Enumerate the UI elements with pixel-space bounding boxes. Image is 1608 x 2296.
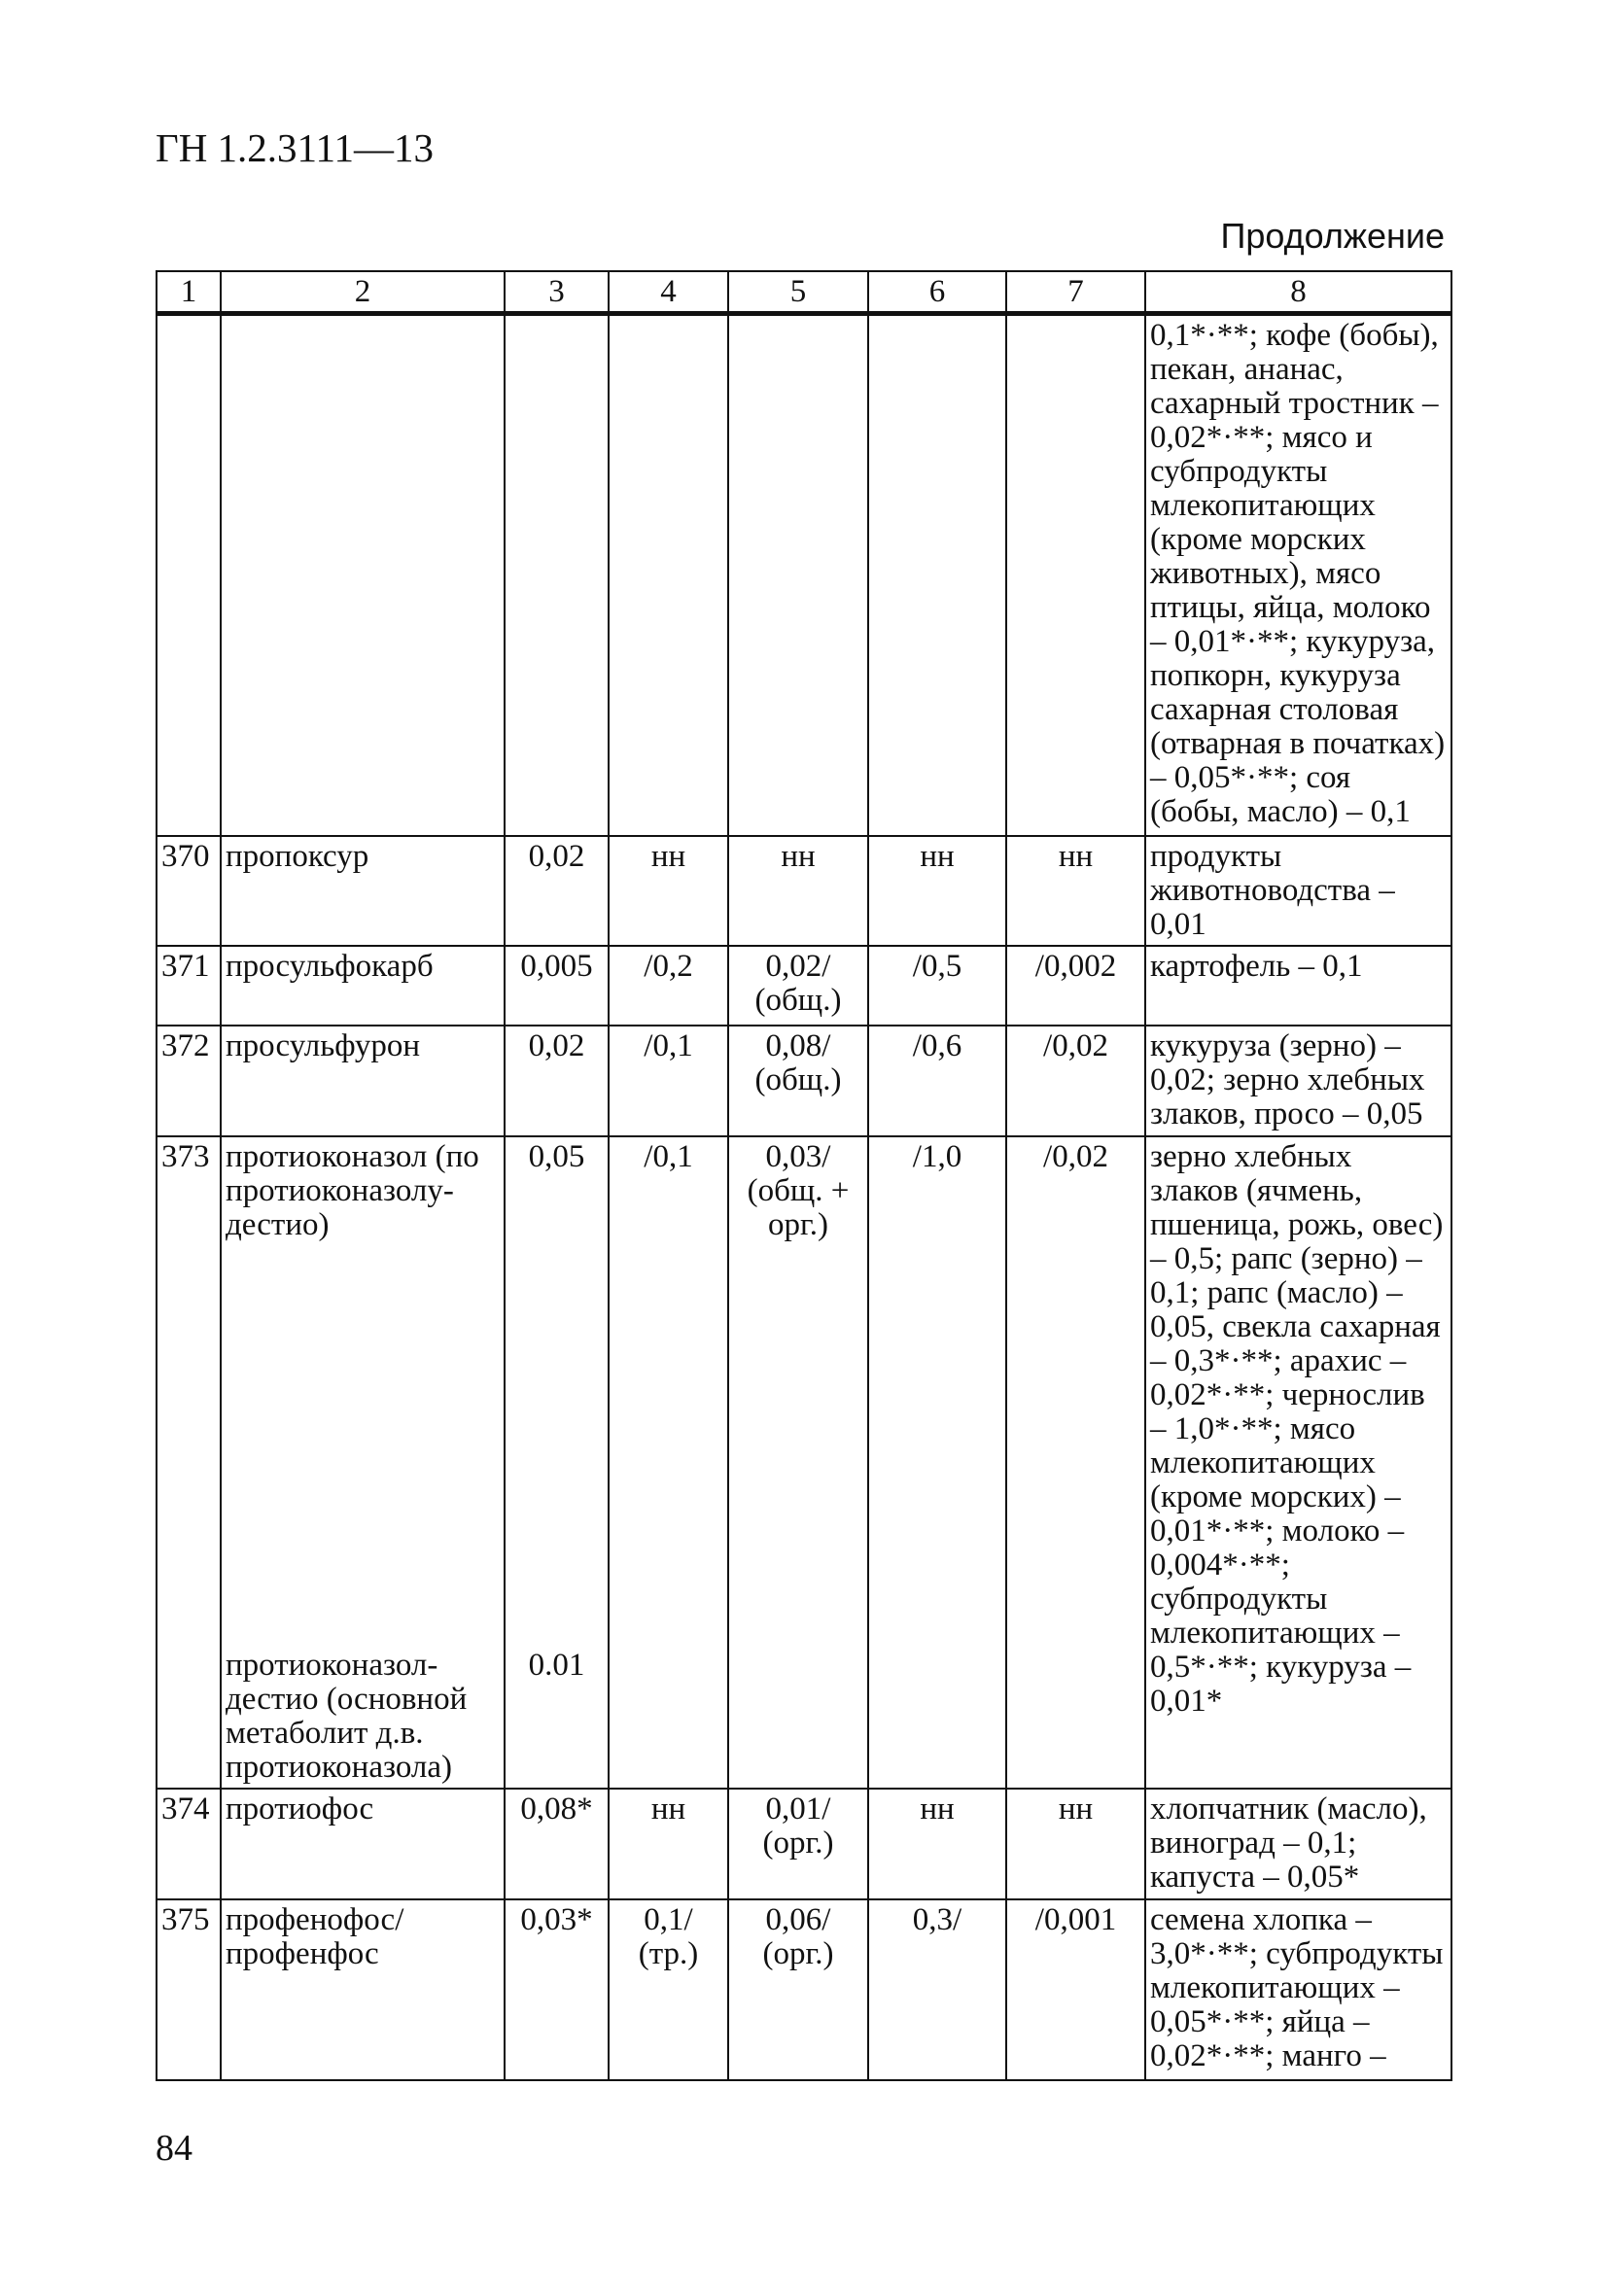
row-number: 373 xyxy=(157,1136,221,1789)
value-cell: нн xyxy=(868,836,1006,946)
col-header-6: 6 xyxy=(868,271,1006,314)
value-cell: нн xyxy=(728,836,868,946)
value-cell: /0,2 xyxy=(609,946,728,1026)
document-code: ГН 1.2.3111—13 xyxy=(156,125,435,170)
table-row xyxy=(157,1136,1451,1789)
row-number: 372 xyxy=(157,1026,221,1136)
value-cell: 0,01/ (орг.) xyxy=(728,1789,868,1899)
table-row xyxy=(157,1026,1451,1136)
value-cell: 0,08/ (общ.) xyxy=(728,1026,868,1136)
value-cell: 0,005 xyxy=(505,946,609,1026)
value-cell: /0,6 xyxy=(868,1026,1006,1136)
value-cell: /0,001 xyxy=(1006,1899,1145,2080)
table-row xyxy=(157,1899,1451,2080)
row-number: 374 xyxy=(157,1789,221,1899)
value-cell: /0,5 xyxy=(868,946,1006,1026)
table-row xyxy=(157,1789,1451,1899)
col-header-2: 2 xyxy=(221,271,505,314)
table-row xyxy=(157,836,1451,946)
residue-limits-cell: картофель – 0,1 xyxy=(1145,946,1451,1026)
value-cell: /0,1 xyxy=(609,1136,728,1789)
value-cell: 0,02 xyxy=(505,836,609,946)
row-number: 375 xyxy=(157,1899,221,2080)
value-cell: нн xyxy=(1006,1789,1145,1899)
col-header-5: 5 xyxy=(728,271,868,314)
residue-limits-cell: зерно хлебных злаков (ячмень, пшеница, рожь, овес) – 0,5; рапс (зерно) – 0,1; рапс (масло) – 0,05, свекла сахарная – 0,3*·**; арахис – 0,02*·**; чернослив – 1,0*·**; мясо млекопитающих (кроме морских) – 0,01*·**; молоко – 0,004*·**; субпродукты млекопитающих – 0,5*·**; кукуруза – 0,01* xyxy=(1145,1136,1451,1789)
value-cell: нн xyxy=(868,1789,1006,1899)
residue-limits-cell: 0,1*·**; кофе (бобы), пекан, ананас, сахарный тростник – 0,02*·**; мясо и субпродукты млекопитающих (кроме морских животных), мясо птицы, яйца, молоко – 0,01*·**; кукуруза, попкорн, кукуруза сахарная столовая (отварная в початках) – 0,05*·**; соя (бобы, масло) – 0,1 xyxy=(1145,314,1451,836)
page-number: 84 xyxy=(156,2128,192,2169)
continuation-label: Продолжение xyxy=(1220,216,1445,256)
col-header-3: 3 xyxy=(505,271,609,314)
value-cell: 0,02/ (общ.) xyxy=(728,946,868,1026)
residue-limits-cell: семена хлопка – 3,0*·**; субпродукты млекопитающих – 0,05*·**; яйца – 0,02*·**; манго – xyxy=(1145,1899,1451,2080)
residue-limits-cell: продукты животноводства – 0,01 xyxy=(1145,836,1451,946)
value-cell: 0,06/ (орг.) xyxy=(728,1899,868,2080)
value-cell: 0,05 xyxy=(528,1138,585,1174)
table-row-continued xyxy=(157,314,1451,836)
residue-norms-table xyxy=(156,270,1452,2081)
metabolite-name: протиоконазол-дестио (основной метаболит д.в. протиоконазола) xyxy=(226,1647,468,1785)
col-header-8: 8 xyxy=(1145,271,1451,314)
row-number: 371 xyxy=(157,946,221,1026)
metabolite-value: 0.01 xyxy=(528,1647,585,1683)
residue-limits-cell: хлопчатник (масло), виноград – 0,1; капуста – 0,05* xyxy=(1145,1789,1451,1899)
value-cell: нн xyxy=(609,1789,728,1899)
substance-name: профенофос/профенфос xyxy=(221,1899,505,2080)
value-cell: 0,03/ (общ. + орг.) xyxy=(728,1136,868,1789)
col-header-1: 1 xyxy=(157,271,221,314)
value-cell: /0,002 xyxy=(1006,946,1145,1026)
value-cell: 0,3/ xyxy=(868,1899,1006,2080)
value-cell: /0,02 xyxy=(1006,1136,1145,1789)
value-cell: 0,03* xyxy=(505,1899,609,2080)
substance-name: пропоксур xyxy=(221,836,505,946)
value-cell: 0,08* xyxy=(505,1789,609,1899)
col-header-4: 4 xyxy=(609,271,728,314)
residue-limits-cell: кукуруза (зерно) – 0,02; зерно хлебных злаков, просо – 0,05 xyxy=(1145,1026,1451,1136)
column-number-row xyxy=(157,271,1451,314)
value-cell: нн xyxy=(609,836,728,946)
value-cell: 0,1/ (тр.) xyxy=(609,1899,728,2080)
value-cell: /1,0 xyxy=(868,1136,1006,1789)
value-cell: /0,02 xyxy=(1006,1026,1145,1136)
substance-name: протиоконазол (по протиоконазолу-дестио) xyxy=(226,1138,479,1242)
substance-name: протиофос xyxy=(221,1789,505,1899)
substance-name: просульфокарб xyxy=(221,946,505,1026)
table-row xyxy=(157,946,1451,1026)
col-header-7: 7 xyxy=(1006,271,1145,314)
value-cell: /0,1 xyxy=(609,1026,728,1136)
row-number: 370 xyxy=(157,836,221,946)
value-cell: 0,02 xyxy=(505,1026,609,1136)
substance-name: просульфурон xyxy=(221,1026,505,1136)
value-cell: нн xyxy=(1006,836,1145,946)
